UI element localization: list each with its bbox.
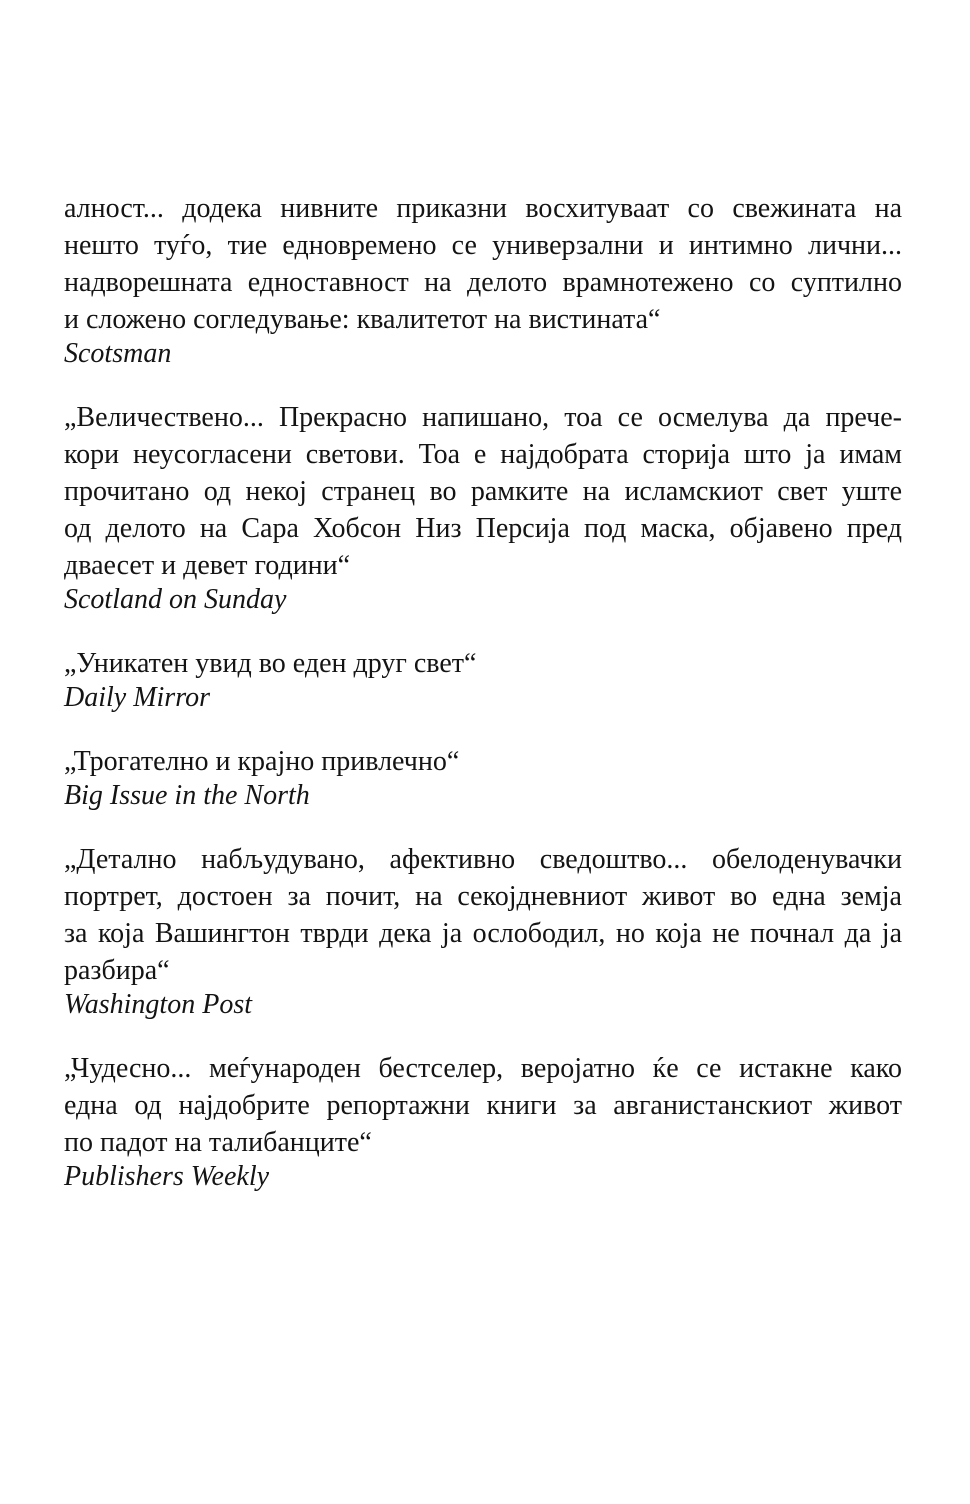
quote-line: „Чудесно... меѓународен бестселер, веројатно ќе се истакне како	[64, 1053, 902, 1084]
reviews-section	[64, 190, 902, 1192]
quote-line: разбира“	[64, 955, 170, 986]
quote-line: „Величествено... Прекрасно напишано, тоа се осмелува да прече-	[64, 402, 902, 433]
quote-line: и сложено согледување: квалитетот на вистината“	[64, 304, 661, 335]
quote-line: портрет, достоен за почит, на секојдневниот живот во една земја	[64, 881, 902, 912]
quote-source: Scotland on Sunday	[64, 584, 287, 615]
quote-line: алност... додека нивните приказни восхитуваат со свежината на	[64, 193, 902, 224]
quote-line: „Детално набљудувано, афективно сведоштво... обелоденувачки	[64, 844, 902, 875]
review-quote	[64, 645, 902, 713]
quote-line: прочитано од некој странец во рамките на исламскиот свет уште	[64, 476, 902, 507]
quote-source: Scotsman	[64, 338, 172, 369]
quote-line: од делото на Сара Хобсон Низ Персија под маска, објавено пред	[64, 513, 902, 544]
review-quote	[64, 190, 902, 369]
quote-source: Publishers Weekly	[64, 1161, 270, 1192]
quote-line: по падот на талибанците“	[64, 1127, 372, 1158]
review-quote	[64, 743, 902, 811]
review-quote	[64, 399, 902, 615]
quote-source: Daily Mirror	[64, 682, 210, 713]
quote-line: дваесет и девет години“	[64, 550, 351, 581]
quote-line: една од најдобрите репортажни книги за авганистанскиот живот	[64, 1090, 902, 1121]
quote-line: нешто туѓо, тие едновремено се универзални и интимно лични...	[64, 230, 902, 261]
quote-line: „Уникатен увид во еден друг свет“	[64, 648, 477, 679]
review-quote	[64, 1050, 902, 1192]
quote-line: кори неусогласени светови. Тоа е најдобрата сторија што ја имам	[64, 439, 902, 470]
review-quote	[64, 841, 902, 1020]
quote-source: Big Issue in the North	[64, 780, 310, 811]
quote-line: надворешната едноставност на делото врамнотежено со суптилно	[64, 267, 902, 298]
quote-source: Washington Post	[64, 989, 252, 1020]
quote-line: „Трогателно и крајно привлечно“	[64, 746, 460, 777]
quote-line: за која Вашингтон тврди дека ја ослободил, но која не почнал да ја	[64, 918, 902, 949]
